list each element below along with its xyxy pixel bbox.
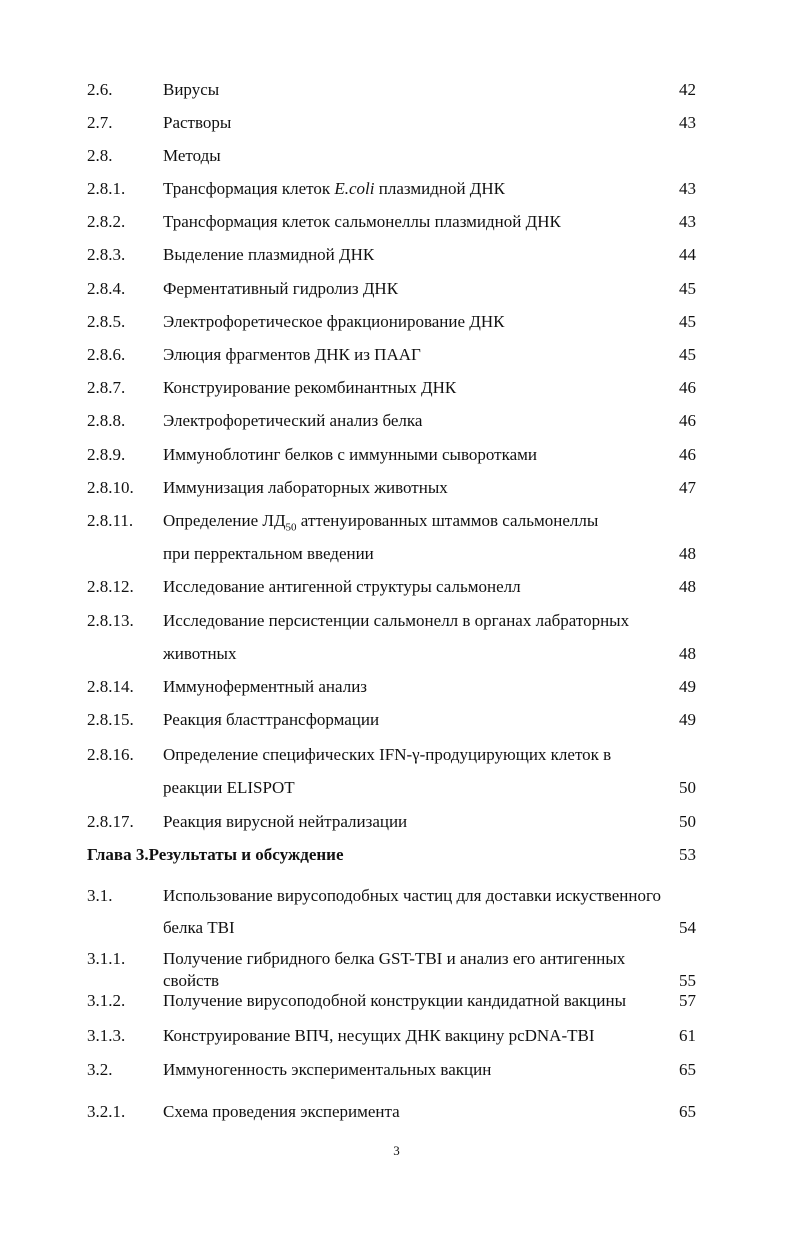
toc-title: Ферментативный гидролиз ДНК [163, 279, 399, 298]
toc-title-part: аттенуированных штаммов сальмонеллы [296, 511, 599, 530]
toc-title-continued: животных [163, 644, 237, 663]
toc-title: Конструирование ВПЧ, несущих ДНК вакцину pcDNA-TBI [163, 1026, 595, 1045]
toc-title-part: плазмидной ДНК [374, 179, 506, 198]
toc-title: Исследование персистенции сальмонелл в органах лабраторных [163, 611, 630, 630]
toc-number: 2.8.4. [87, 279, 126, 298]
toc-number: 2.8.12. [87, 577, 134, 596]
toc-title: Иммуноферментный анализ [163, 677, 368, 696]
toc-title: Получение вирусоподобной конструкции кандидатной вакцины [163, 991, 627, 1010]
toc-title: Электрофоретическое фракционирование ДНК [163, 312, 505, 331]
toc-entry-2-8-5 [0, 310, 793, 334]
toc-title: Конструирование рекомбинантных ДНК [163, 378, 457, 397]
toc-entry-2-8-12 [0, 575, 793, 599]
toc-entry-2-8-1 [0, 177, 793, 201]
toc-page: 45 [679, 345, 696, 364]
toc-title: Иммунизация лабораторных животных [163, 478, 448, 497]
toc-title: Реакция вирусной нейтрализации [163, 812, 408, 831]
toc-page: 43 [679, 113, 696, 132]
toc-title [163, 177, 505, 201]
toc-number: 2.6. [87, 80, 113, 99]
toc-number: 2.8.11. [87, 511, 134, 530]
toc-title-italic: E.coli [334, 179, 375, 198]
toc-title: Определение специфических IFN-γ-продуцирующих клеток в [163, 745, 612, 764]
toc-title-part: Трансформация клеток [163, 179, 335, 198]
toc-page: 47 [679, 478, 696, 497]
toc-entry-2-8-14 [0, 675, 793, 699]
toc-page: 48 [679, 544, 696, 563]
toc-number: 2.8.14. [87, 677, 134, 696]
toc-entry-3-1-2 [0, 989, 793, 1013]
toc-number: 2.8.9. [87, 445, 126, 464]
toc-entry-2-8-9 [0, 443, 793, 467]
toc-entry-2-8-2 [0, 210, 793, 234]
toc-title-continued: реакции ELISPOT [163, 778, 295, 797]
toc-number: 2.8.5. [87, 312, 126, 331]
toc-page: 61 [679, 1026, 696, 1045]
toc-entry-2-8-8 [0, 409, 793, 433]
toc-title-continued: свойств [163, 971, 220, 990]
toc-entry-2-8-13-continued [0, 642, 793, 666]
toc-page: 48 [679, 577, 696, 596]
toc-page: 42 [679, 80, 696, 99]
toc-title: Иммуноблотинг белков с иммунными сыворотками [163, 445, 537, 464]
toc-page: 43 [679, 212, 696, 231]
toc-entry-2-8-16-continued [0, 776, 793, 800]
toc-entry-2-7 [0, 111, 793, 135]
toc-page: 46 [679, 411, 696, 430]
toc-title-subscript: 50 [285, 521, 297, 534]
toc-number: 2.8. [87, 146, 113, 165]
toc-entry-3-2 [0, 1058, 793, 1082]
toc-chapter-3 [0, 843, 793, 867]
toc-title: Вирусы [163, 80, 220, 99]
toc-page: 53 [679, 845, 696, 864]
toc-number: 2.8.3. [87, 245, 126, 264]
toc-number: 3.1.3. [87, 1026, 126, 1045]
toc-entry-2-8-4 [0, 277, 793, 301]
toc-entry-2-8-13 [0, 609, 793, 633]
toc-page: 57 [679, 991, 696, 1010]
toc-title: Элюция фрагментов ДНК из ПААГ [163, 345, 421, 364]
toc-number: 2.8.8. [87, 411, 126, 430]
toc-entry-2-8-17 [0, 810, 793, 834]
toc-number: 2.8.2. [87, 212, 126, 231]
toc-number: 2.8.10. [87, 478, 134, 497]
toc-title: Растворы [163, 113, 232, 132]
toc-title: Использование вирусоподобных частиц для доставки искуственного [163, 886, 662, 905]
toc-entry-2-8-15 [0, 708, 793, 732]
toc-page: 54 [679, 918, 696, 937]
toc-number: 3.2. [87, 1060, 113, 1079]
toc-entry-2-6 [0, 78, 793, 102]
toc-entry-2-8-16 [0, 743, 793, 767]
toc-title [163, 509, 598, 539]
toc-title: Иммуногенность экспериментальных вакцин [163, 1060, 492, 1079]
toc-page: 46 [679, 378, 696, 397]
toc-page: 45 [679, 279, 696, 298]
toc-page: 49 [679, 677, 696, 696]
toc-number: 3.2.1. [87, 1102, 126, 1121]
toc-title: Электрофоретический анализ белка [163, 411, 423, 430]
toc-entry-2-8-11-continued [0, 542, 793, 566]
toc-title: Реакция бласттрансформации [163, 710, 380, 729]
toc-number: 2.8.16. [87, 745, 134, 764]
toc-entry-3-1 [0, 884, 793, 908]
toc-page: 44 [679, 245, 696, 264]
toc-number: 3.1.2. [87, 991, 126, 1010]
toc-entry-2-8 [0, 144, 793, 168]
toc-entry-3-2-1 [0, 1100, 793, 1124]
toc-page: 50 [679, 778, 696, 797]
toc-entry-2-8-10 [0, 476, 793, 500]
toc-title: Методы [163, 146, 221, 165]
toc-number: 2.8.1. [87, 179, 126, 198]
toc-title: Получение гибридного белка GST-TBI и анализ его антигенных [163, 949, 626, 968]
toc-number: 3.1.1. [87, 949, 126, 968]
toc-title: Выделение плазмидной ДНК [163, 245, 375, 264]
toc-page: 65 [679, 1060, 696, 1079]
toc-number: 2.8.17. [87, 812, 134, 831]
toc-page: 55 [679, 971, 696, 990]
toc-entry-3-1-continued [0, 916, 793, 940]
toc-page: 50 [679, 812, 696, 831]
toc-number: 2.8.7. [87, 378, 126, 397]
toc-number: 2.8.13. [87, 611, 134, 630]
toc-page: 45 [679, 312, 696, 331]
toc-number: 3.1. [87, 886, 113, 905]
toc-title-continued: при перректальном введении [163, 544, 374, 563]
toc-entry-3-1-3 [0, 1024, 793, 1048]
toc-title-continued: белка TBI [163, 918, 235, 937]
toc-page: 49 [679, 710, 696, 729]
page-number-footer: 3 [393, 1143, 400, 1158]
toc-page: 48 [679, 644, 696, 663]
toc-title-part: Определение ЛД [163, 511, 286, 530]
toc-chapter-title: Глава 3.Результаты и обсуждение [87, 845, 344, 864]
toc-page: 65 [679, 1102, 696, 1121]
toc-title: Схема проведения эксперимента [163, 1102, 400, 1121]
toc-entry-2-8-3 [0, 243, 793, 267]
toc-entry-3-1-1 [0, 947, 793, 971]
toc-title: Трансформация клеток сальмонеллы плазмидной ДНК [163, 212, 561, 231]
toc-page: 43 [679, 179, 696, 198]
toc-page: 46 [679, 445, 696, 464]
toc-entry-2-8-6 [0, 343, 793, 367]
toc-number: 2.8.15. [87, 710, 134, 729]
toc-entry-2-8-7 [0, 376, 793, 400]
toc-title: Исследование антигенной структуры сальмонелл [163, 577, 521, 596]
toc-number: 2.8.6. [87, 345, 126, 364]
toc-entry-2-8-11 [0, 509, 793, 533]
toc-number: 2.7. [87, 113, 113, 132]
